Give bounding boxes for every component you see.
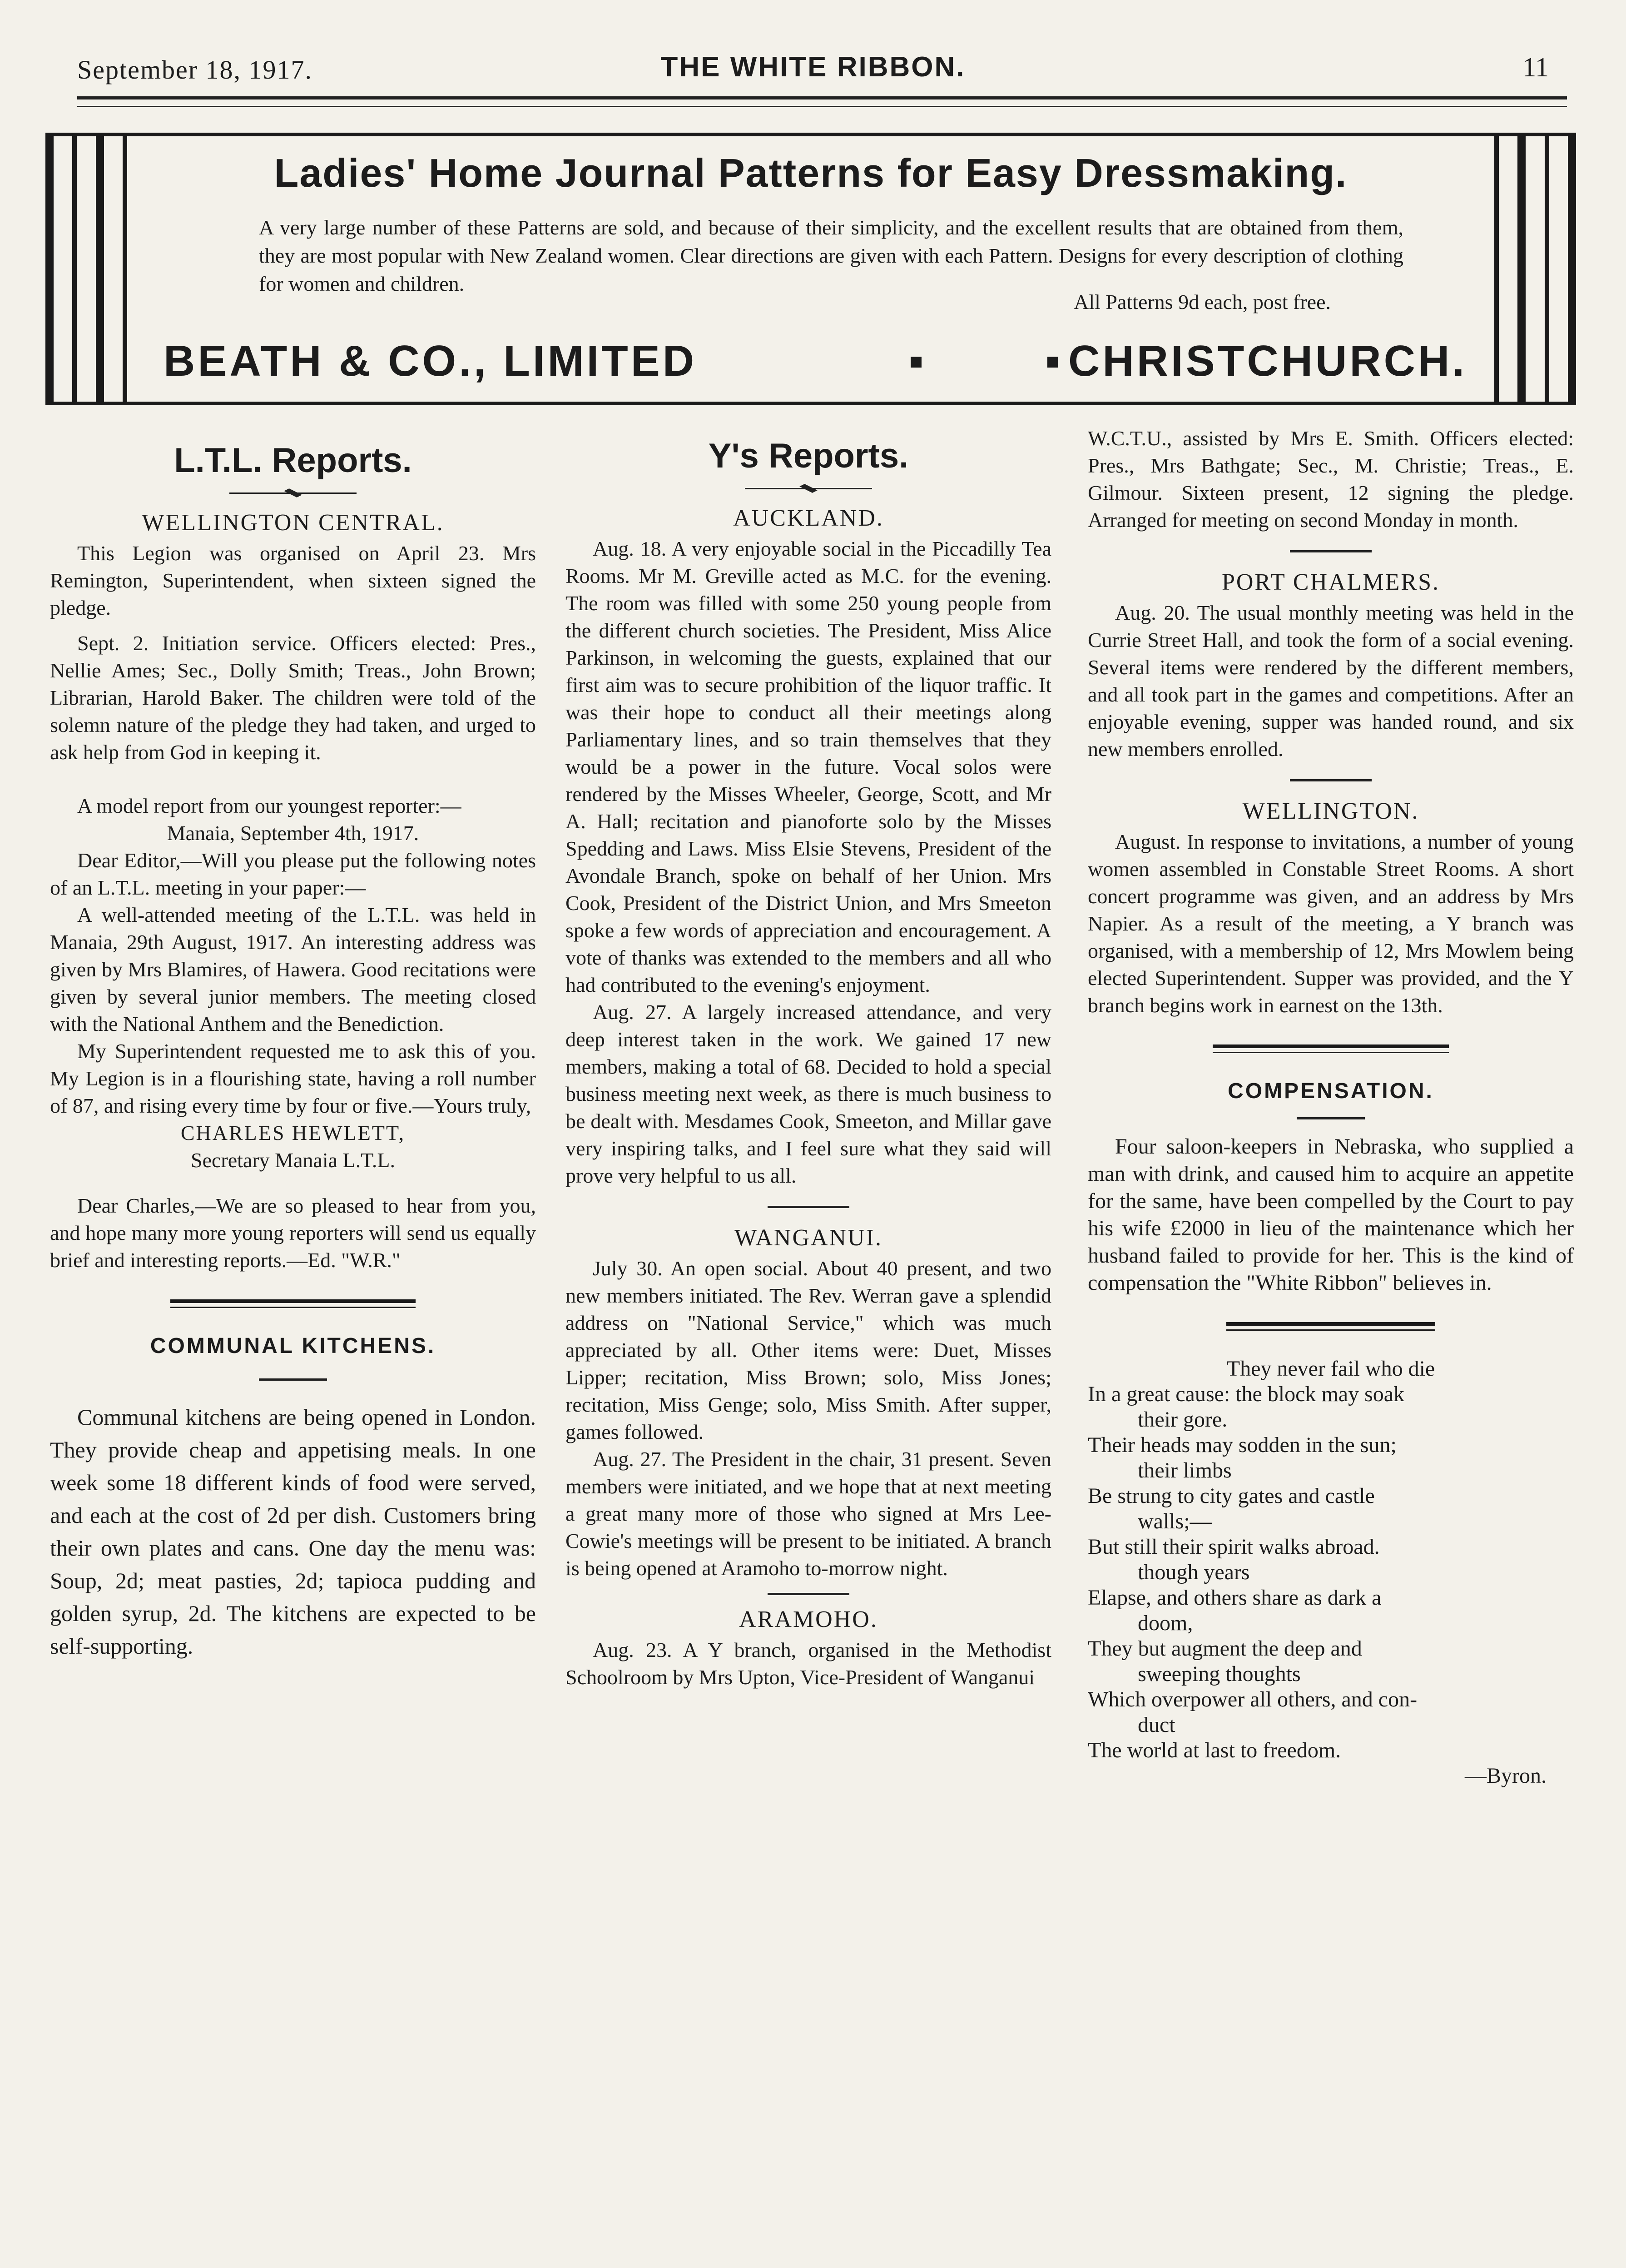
letter-signature: CHARLES HEWLETT,: [180, 1121, 406, 1144]
ys-paragraph: Aug. 18. A very enjoyable social in the Piccadilly Tea Rooms. Mr M. Greville acted as M.C. for the evening. The room was filled with some 250 young people from the different church societies. The President, Miss Alice Parkinson, in welcoming the guests, explained that our first aim was to secure prohibition of the liquor traffic. It was their hope to conduct all their meetings along Parliamentary lines, and so train themselves that they would be a power in the future. Vocal solos were rendered by the Misses Wheeler, George, Scott, and Mr A. Hall; recitation and pianoforte solo by the Misses Spedding and Laws. Miss Elsie Stevens, President of the Avondale Branch, spoke on behalf of her Union. Mrs Cook, President of the District Union, and Mrs Smeeton spoke a few words of appreciation and encouragement. A vote of thanks was extended to the members and all who had contributed to the evening's enjoyment.: [565, 537, 1051, 996]
ys-paragraph: August. In response to invitations, a number of young women assembled in Constable Street Rooms. A short concert programme was given, and an address by Mrs Napier. As a result of the meeting, a Y branch was organised, with a membership of 12, Mrs Mowlem being elected Superintendent. Supper was provided, and the Y branch begins work in earnest on the 13th.: [1088, 830, 1574, 1017]
ys-place-auckland: AUCKLAND.: [733, 505, 884, 531]
short-dash: [1290, 779, 1372, 781]
page-number: 11: [1522, 52, 1549, 82]
poem-line: They never fail who die: [1226, 1357, 1435, 1381]
ltl-paragraph: My Superintendent requested me to ask this of you. My Legion is in a flourishing state, having a roll number of 87, and rising every time by four or five.—Yours truly,: [50, 1040, 536, 1117]
column-1: [50, 432, 536, 1662]
spacer: [50, 1174, 536, 1192]
ad-city: CHRISTCHURCH.: [1068, 337, 1467, 385]
ys-place-wanganui: WANGANUI.: [734, 1225, 882, 1251]
ad-price: All Patterns 9d each, post free.: [1074, 290, 1331, 313]
masthead-title: THE WHITE RIBBON.: [660, 51, 966, 83]
column-3: [1088, 425, 1574, 1789]
kitchens-heading: COMMUNAL KITCHENS.: [150, 1334, 436, 1358]
short-dash: [1297, 1117, 1365, 1119]
ornament-divider: [745, 485, 872, 492]
short-dash: [259, 1378, 327, 1381]
ys-paragraph: Aug. 20. The usual monthly meeting was held in the Currie Street Hall, and took the form of a social evening. Several items were rendered by the different members, and all took part in the games and competitions. After an enjoyable evening, supper was handed round, and six new members enrolled.: [1088, 601, 1574, 761]
poem-line: Be strung to city gates and castle: [1088, 1484, 1375, 1508]
ornament-divider: [229, 489, 357, 497]
ad-title: Ladies' Home Journal Patterns for Easy Dressmaking.: [274, 150, 1348, 195]
spacer: [50, 774, 536, 792]
header-rule: [77, 96, 1567, 107]
short-dash: [768, 1206, 849, 1208]
ys-paragraph: Aug. 27. The President in the chair, 31 present. Seven members were initiated, and we hope that at next meeting a great many more of those who signed at Mrs Lee-Cowie's meetings will be present to be initiated. A branch is being opened at Aramoho to-morrow night.: [565, 1447, 1051, 1580]
poem-line: Elapse, and others share as dark a: [1088, 1586, 1382, 1610]
ys-place-port-chalmers: PORT CHALMERS.: [1221, 569, 1440, 595]
advertisement-box: [45, 133, 1576, 405]
poem-line: duct: [1138, 1713, 1175, 1737]
column-2: [565, 427, 1051, 1699]
ys-paragraph: W.C.T.U., assisted by Mrs E. Smith. Officers elected: Pres., Mrs Bathgate; Sec., M. Christie; Treas., E. Gilmour. Sixteen present, 12 signing the pledge. Arranged for meeting on second Monday in month.: [1088, 427, 1574, 532]
ltl-paragraph: A model report from our youngest reporter:—: [77, 794, 461, 817]
section-rule: [170, 1299, 416, 1308]
ys-paragraph: July 30. An open social. About 40 present, and two new members initiated. The Rev. Werran gave a splendid address on "National Service," which was much appreciated by all. Other items were: Duet, Misses Lipper; recitation, Miss Brown; solo, Miss Jones; recitation, Miss Genge; solo, Miss Smith. After supper, games followed.: [565, 1257, 1051, 1443]
section-rule: [1226, 1322, 1435, 1331]
poem-line: They but augment the deep and: [1088, 1636, 1362, 1661]
ys-paragraph: Aug. 27. A largely increased attendance, and very deep interest taken in the work. We gained 17 new members, making a total of 68. Decided to hold a special business meeting next week, as there is much business to be dealt with. Mesdames Cook, Smeeton, and Millar gave very inspiring talks, and I feel sure what they said will prove very helpful to us all.: [565, 1000, 1051, 1187]
ltl-place: WELLINGTON CENTRAL.: [142, 510, 444, 536]
ltl-paragraph: Sept. 2. Initiation service. Officers elected: Pres., Nellie Ames; Sec., Dolly Smith; Treas., John Brown; Librarian, Harold Baker. The children were told of the solemn nature of the pledge they had taken, and urged to ask help from God in keeping it.: [50, 632, 536, 764]
poem-line: Which overpower all others, and con-: [1088, 1687, 1418, 1711]
letter-dateline: Manaia, September 4th, 1917.: [167, 821, 419, 845]
poem-line: In a great cause: the block may soak: [1088, 1382, 1405, 1406]
section-rule: [1213, 1044, 1449, 1053]
issue-date: September 18, 1917.: [77, 55, 313, 85]
poem-line: But still their spirit walks abroad.: [1088, 1535, 1380, 1559]
poem-line: walls;—: [1138, 1509, 1212, 1533]
poem-line: though years: [1138, 1560, 1250, 1584]
poem-line: their gore.: [1138, 1408, 1228, 1432]
poem-line: sweeping thoughts: [1138, 1662, 1301, 1686]
ad-body: A very large number of these Patterns are sold, and because of their simplicity, and the excellent results that are obtained from them, they are most popular with New Zealand women. Clear directions are given with each Pattern. Designs for every description of clothing for women and children.: [259, 216, 1403, 295]
kitchens-body: Communal kitchens are being opened in London. They provide cheap and appetising meals. In one week some 18 different kinds of food were served, and each at the cost of 2d per dish. Customers bring their own plates and cans. One day the menu was: Soup, 2d; meat pasties, 2d; tapioca pudding and golden syrup, 2d. The kitchens are expected to be self-supporting.: [50, 1404, 536, 1659]
ys-place-wellington: WELLINGTON.: [1242, 798, 1419, 824]
ltl-heading: L.T.L. Reports.: [174, 441, 412, 480]
editor-reply: Dear Charles,—We are so pleased to hear from you, and hope many more young reporters will send us equally brief and interesting reports.—Ed. "W.R.": [50, 1194, 536, 1272]
ltl-paragraph: This Legion was organised on April 23. Mrs Remington, Superintendent, when sixteen signed the pledge.: [50, 542, 536, 619]
poem-author: —Byron.: [1465, 1764, 1547, 1788]
compensation-body: Four saloon-keepers in Nebraska, who supplied a man with drink, and caused him to acquire an appetite for the same, have been compelled by the Court to pay his wife £2000 in lieu of the maintenance which her husband failed to provide for her. This is the kind of compensation the "White Ribbon" believes in.: [1088, 1134, 1574, 1295]
running-header: [77, 45, 1549, 86]
poem-line: The world at last to freedom.: [1088, 1738, 1341, 1762]
ad-separator: ▪ ▪: [908, 337, 1115, 385]
ltl-paragraph: Dear Editor,—Will you please put the following notes of an L.T.L. meeting in your paper:—: [50, 849, 536, 899]
poem-line: their limbs: [1138, 1458, 1232, 1482]
ad-company: BEATH & CO., LIMITED: [164, 337, 697, 385]
short-dash: [768, 1593, 849, 1595]
ys-place-aramoho: ARAMOHO.: [739, 1606, 878, 1632]
ad-border-left: [45, 133, 127, 405]
compensation-heading: COMPENSATION.: [1228, 1079, 1434, 1103]
ys-paragraph: Aug. 23. A Y branch, organised in the Methodist Schoolroom by Mrs Upton, Vice-President of Wanganui: [565, 1638, 1051, 1689]
short-dash: [1290, 550, 1372, 552]
poem-line: Their heads may sodden in the sun;: [1088, 1433, 1397, 1457]
ltl-paragraph: A well-attended meeting of the L.T.L. was held in Manaia, 29th August, 1917. An interesting address was given by Mrs Blamires, of Hawera. Good recitations were given by several junior members. The meeting closed with the National Anthem and the Benediction.: [50, 903, 536, 1035]
poem: [1088, 1356, 1574, 1789]
ad-border-right: [1494, 133, 1576, 405]
poem-line: doom,: [1138, 1611, 1193, 1635]
ys-heading: Y's Reports.: [708, 437, 909, 475]
letter-signature-title: Secretary Manaia L.T.L.: [191, 1149, 395, 1172]
